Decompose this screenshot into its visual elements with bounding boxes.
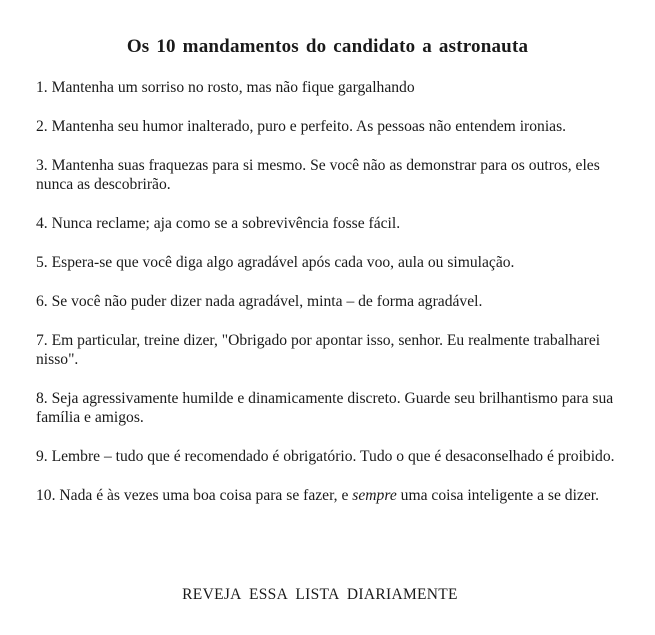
commandment-7: 7. Em particular, treine dizer, "Obrigado por apontar isso, senhor. Eu realmente trabalharei nisso". — [36, 332, 601, 368]
commandment-10-text-before: 10. Nada é às vezes uma boa coisa para se fazer, e — [36, 487, 353, 504]
commandment-2: 2. Mantenha seu humor inalterado, puro e perfeito. As pessoas não entendem ironias. — [36, 118, 567, 135]
commandment-4: 4. Nunca reclame; aja como se a sobrevivência fosse fácil. — [36, 215, 401, 232]
commandments-list — [36, 78, 616, 525]
commandment-10-emphasis: sempre — [352, 487, 397, 504]
commandment-10-text-after: uma coisa inteligente a se dizer. — [396, 487, 599, 504]
commandment-3: 3. Mantenha suas fraquezas para si mesmo. Se você não as demonstrar para os outros, eles nunca as descobrirão. — [36, 157, 600, 193]
commandment-10 — [36, 486, 616, 505]
footer-note: REVEJA ESSA LISTA DIARIAMENTE — [182, 586, 458, 603]
document-title: Os 10 mandamentos do candidato a astronauta — [126, 36, 529, 57]
commandment-9: 9. Lembre – tudo que é recomendado é obrigatório. Tudo o que é desaconselhado é proibido. — [36, 448, 615, 465]
commandment-5: 5. Espera-se que você diga algo agradável após cada voo, aula ou simulação. — [36, 254, 515, 271]
commandment-8: 8. Seja agressivamente humilde e dinamicamente discreto. Guarde seu brilhantismo para sua família e amigos. — [36, 390, 614, 426]
commandment-1: 1. Mantenha um sorriso no rosto, mas não fique gargalhando — [36, 79, 415, 96]
commandment-6: 6. Se você não puder dizer nada agradável, minta – de forma agradável. — [36, 293, 483, 310]
